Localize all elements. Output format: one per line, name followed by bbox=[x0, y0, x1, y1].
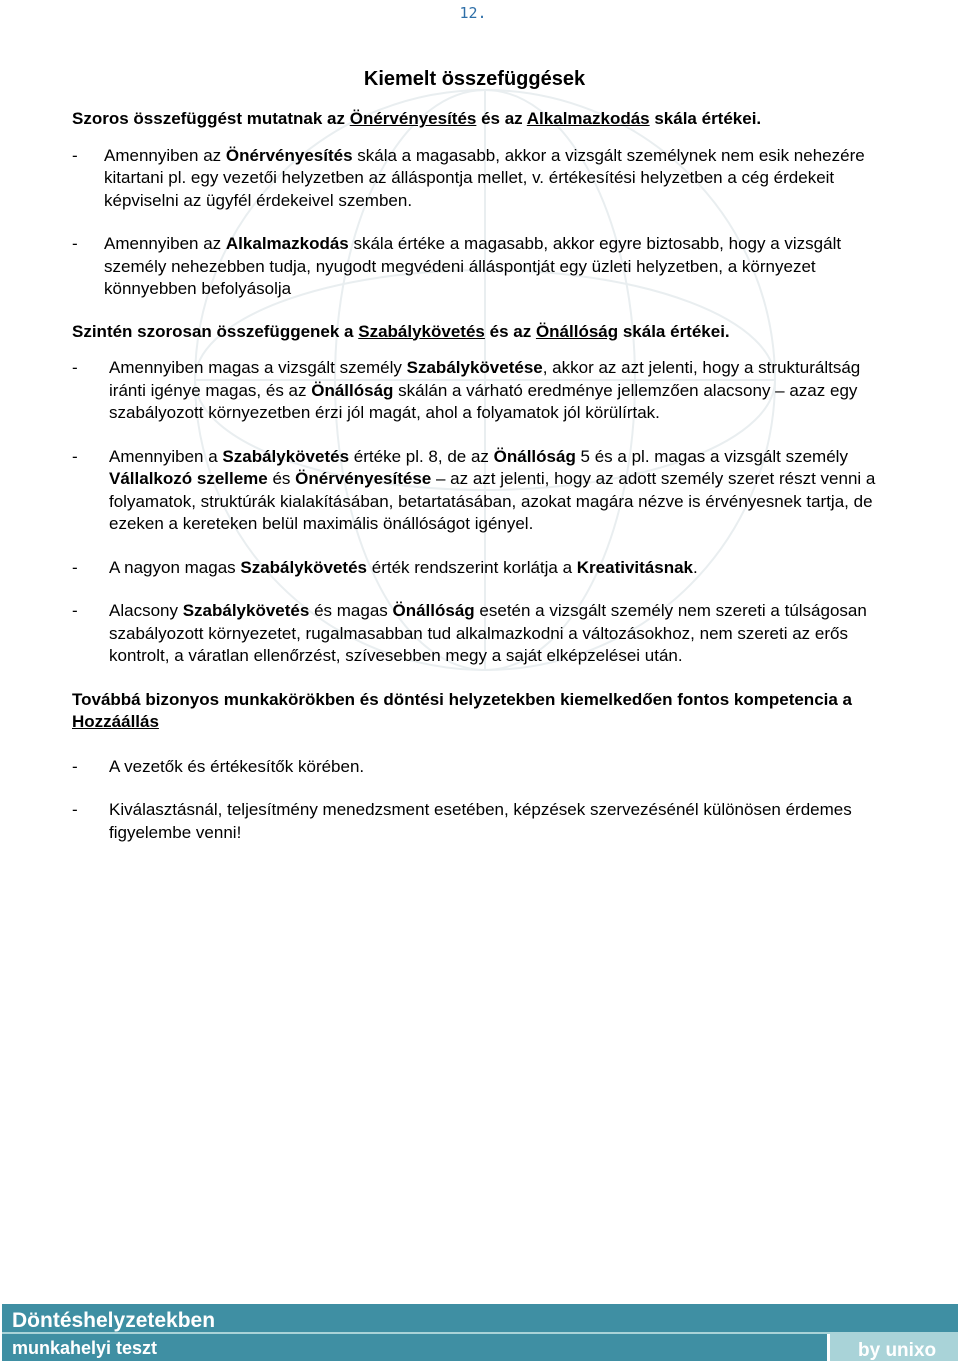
list-item bbox=[72, 446, 882, 536]
bullet-dash: - bbox=[72, 145, 78, 165]
bullet-dash: - bbox=[72, 446, 78, 466]
page-title: Kiemelt összefüggések bbox=[363, 68, 586, 90]
lead-text: Szoros összefüggést mutatnak az bbox=[72, 109, 350, 128]
list-item-text: Kiválasztásnál, teljesítmény menedzsment esetében, képzések szervezésénél különösen érdemes figyelembe venni! bbox=[109, 800, 852, 842]
list-item-text: Amennyiben az Önérvényesítés skála a magasabb, akkor a vizsgált személynek nem esik nehezére kitartani pl. egy vezetői helyzetben az álláspontja mellet, v. értékesítési helyzetben a cég érdekeit képviselni az ügyfél érdekeivel szemben. bbox=[104, 145, 865, 210]
footer-brand: by unixo bbox=[858, 1340, 937, 1361]
list-item-text: Amennyiben a Szabálykövetés értéke pl. 8, de az Önállóság 5 és a pl. magas a vizsgált személy Vállalkozó szelleme és Önérvényesítése – az azt jelenti, hogy az adott személy szeret részt venni a folyamatok, struktúrák kialakításában, betartatásában, azokat magára nézve is érvényesnek tartja, de ezeken a kereteken belül maximális önállóságot igényel. bbox=[109, 446, 876, 533]
list-item bbox=[72, 357, 882, 425]
list-item bbox=[72, 557, 882, 580]
bullet-dash: - bbox=[72, 601, 78, 620]
section2-lead bbox=[72, 321, 882, 344]
term-alkalmazkodas: Alkalmazkodás bbox=[526, 109, 650, 128]
lead-text: és az bbox=[476, 109, 527, 128]
term-szabalykovetes: Szabálykövetés bbox=[358, 321, 485, 341]
list-item bbox=[72, 233, 882, 301]
list-item-text: Alacsony Szabálykövetés és magas Önállóság esetén a vizsgált személy nem szereti a túlságosan szabályozott környezetet, rugalmasabban tud alkalmazkodni a változásokhoz, nem szereti az erős kontrolt, a váratlan ellenőrzést, szívesebben megy a saját elképzelései után. bbox=[109, 601, 867, 665]
term-onervenyesites: Önérvényesítés bbox=[349, 109, 477, 128]
page-number: 12. bbox=[459, 4, 487, 22]
footer-subtitle: munkahelyi teszt bbox=[12, 1338, 158, 1358]
term-onallosag: Önállóság bbox=[535, 321, 619, 341]
bullet-dash: - bbox=[72, 557, 78, 577]
lead-text: skála értékei. bbox=[618, 321, 730, 341]
lead-text: és az bbox=[484, 321, 536, 341]
list-item bbox=[72, 145, 882, 213]
list-item bbox=[72, 756, 882, 779]
document-body bbox=[72, 66, 882, 865]
lead-text: skála értékei. bbox=[649, 109, 762, 128]
list-item-text: Amennyiben magas a vizsgált személy Szabálykövetése, akkor az azt jelenti, hogy a strukturáltság iránti igénye magas, és az Önállóság skálán a várható eredménye jellemzően alacsony – azaz egy szabályozott környezetben érzi jól magát, ahol a folyamatok jól körülírtak. bbox=[109, 358, 861, 422]
bullet-dash: - bbox=[72, 358, 78, 377]
list-item-text: A nagyon magas Szabálykövetés érték rendszerint korlátja a Kreativitásnak. bbox=[109, 557, 698, 577]
list-item-text: A vezetők és értékesítők körében. bbox=[109, 756, 365, 776]
lead-text: Továbbá bizonyos munkakörökben és döntési helyzetekben kiemelkedően fontos kompetencia a bbox=[72, 689, 852, 709]
bullet-dash: - bbox=[72, 234, 78, 253]
term-hozzaallas: Hozzáállás bbox=[72, 712, 159, 731]
footer-banner bbox=[0, 1303, 960, 1361]
bullet-dash: - bbox=[72, 800, 78, 819]
list-item bbox=[72, 799, 882, 844]
section3-lead bbox=[72, 689, 882, 734]
list-item-text: Amennyiben az Alkalmazkodás skála értéke a magasabb, akkor egyre biztosabb, hogy a vizsgált személy nehezebben tudja, nyugodt megvédeni álláspontját egy üzleti helyzetben, a környezet könnyebben befolyásolja bbox=[104, 234, 842, 298]
list-item bbox=[72, 600, 882, 668]
section1-lead bbox=[72, 108, 882, 131]
footer-title: Döntéshelyzetekben bbox=[12, 1309, 216, 1332]
bullet-dash: - bbox=[72, 756, 78, 776]
lead-text: Szintén szorosan összefüggenek a bbox=[72, 321, 359, 341]
